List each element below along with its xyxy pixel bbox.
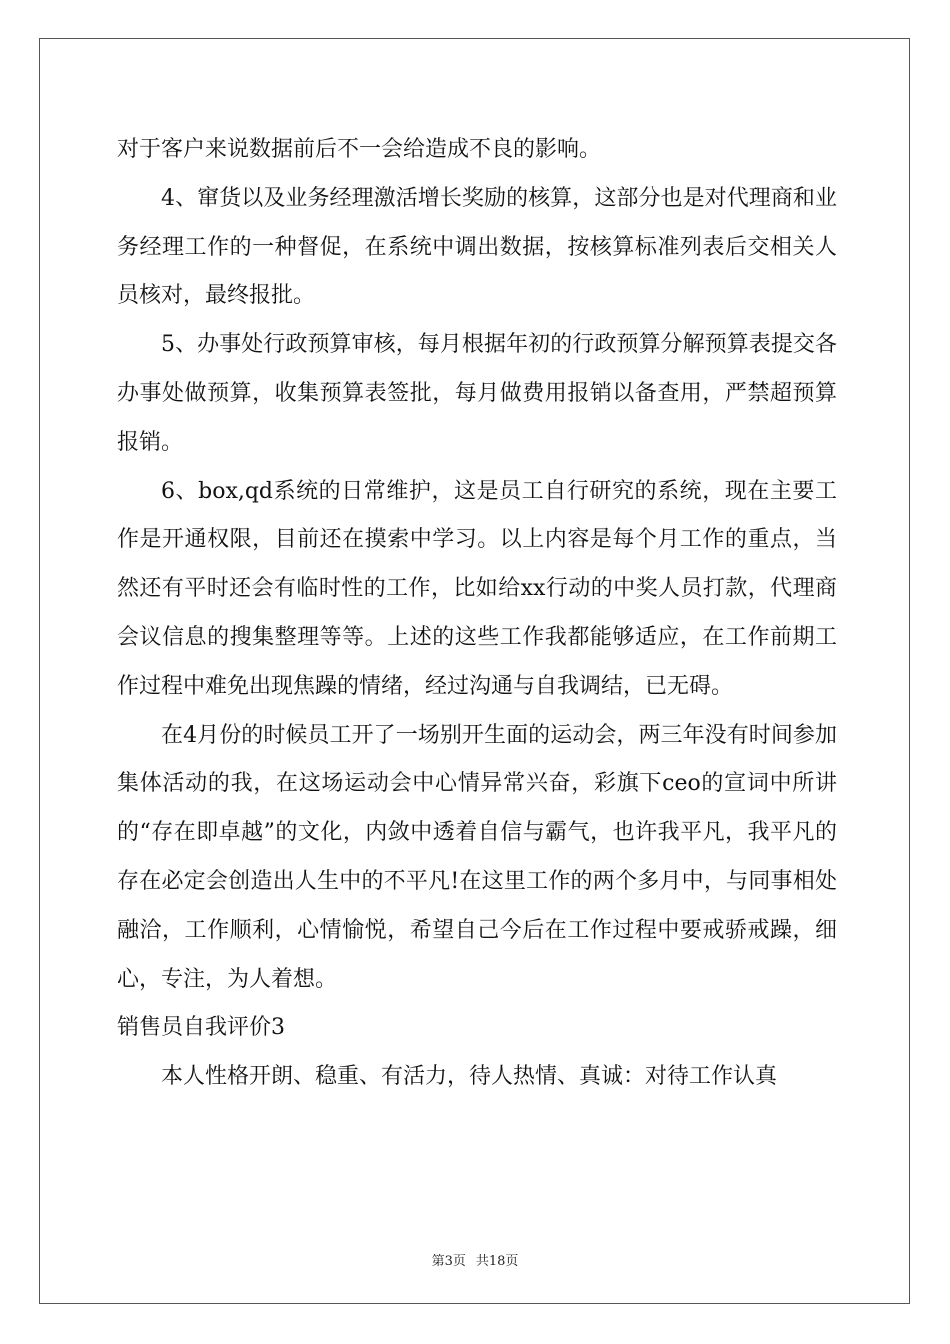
paragraph-3: 5、办事处行政预算审核，每月根据年初的行政预算分解预算表提交各办事处做预算，收集预算表签批，每月做费用报销以备查用，严禁超预算报销。 xyxy=(117,332,837,455)
paragraph-5: 在4月份的时候员工开了一场别开生面的运动会，两三年没有时间参加集体活动的我，在这场运动会中心情异常兴奋，彩旗下ceo的宣词中所讲的“存在即卓越”的文化，内敛中透着自信与霸气，也许我平凡，我平凡的存在必定会创造出人生中的不平凡!在这里工作的两个多月中，与同事相处融洽，工作顺利，心情愉悦，希望自己今后在工作过程中要戒骄戒躁，细心，专注，为人着想。 xyxy=(117,722,837,992)
paragraph-4: 6、box,qd系统的日常维护，这是员工自行研究的系统，现在主要工作是开通权限，目前还在摸索中学习。以上内容是每个月工作的重点，当然还有平时还会有临时性的工作，比如给xx行动的中奖人员打款，代理商会议信息的搜集整理等等。上述的这些工作我都能够适应，在工作前期工作过程中难免出现焦躁的情绪，经过沟通与自我调结，已无碍。 xyxy=(117,478,837,699)
page-number: 第3页 xyxy=(431,1254,466,1269)
page-total: 共18页 xyxy=(475,1254,519,1269)
section-heading: 销售员自我评价3 xyxy=(117,1015,285,1041)
page-footer xyxy=(0,1250,950,1269)
paragraph-1: 对于客户来说数据前后不一会给造成不良的影响。 xyxy=(117,137,602,162)
document-body xyxy=(117,126,837,1102)
paragraph-6: 本人性格开朗、稳重、有活力，待人热情、真诚：对待工作认真 xyxy=(161,1064,778,1090)
paragraph-2: 4、窜货以及业务经理激活增长奖励的核算，这部分也是对代理商和业务经理工作的一种督促，在系统中调出数据，按核算标准列表后交相关人员核对，最终报批。 xyxy=(117,185,837,309)
